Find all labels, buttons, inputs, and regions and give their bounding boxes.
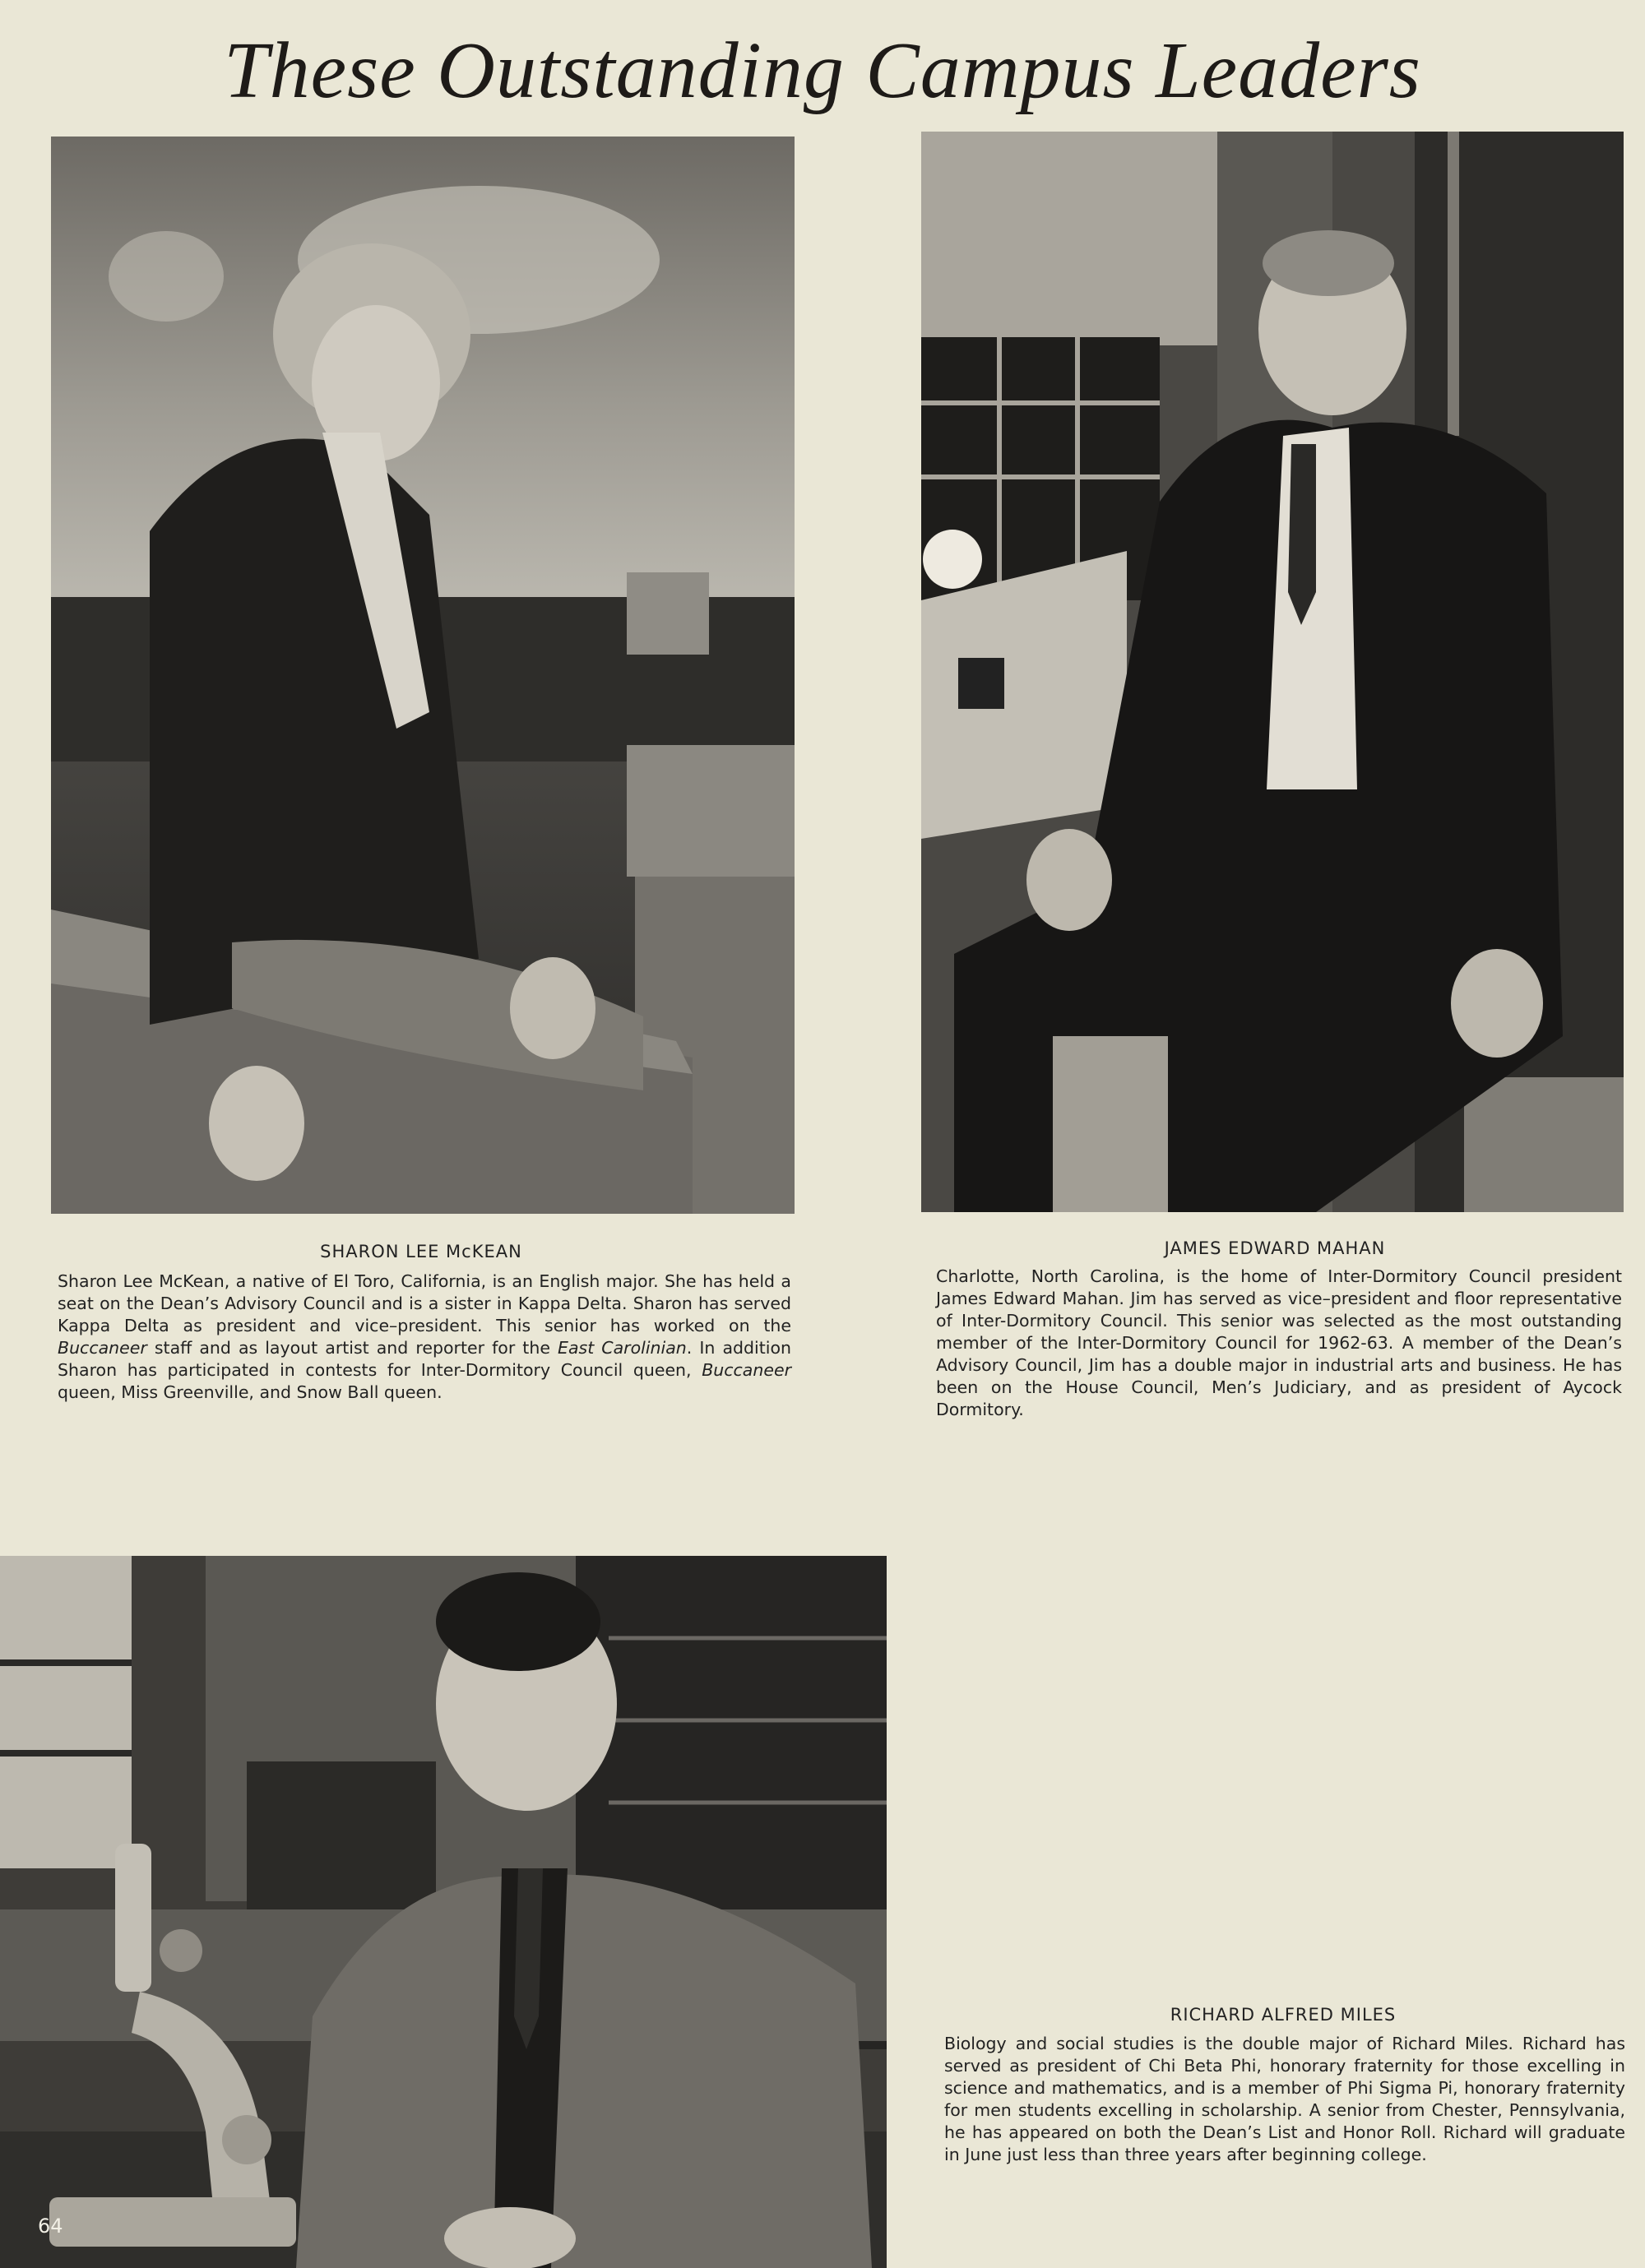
- portrait-photo-james-mahan: [921, 132, 1624, 1212]
- profile-name-richard: RICHARD ALFRED MILES: [1170, 2005, 1397, 2025]
- profile-bio-richard: Biology and social studies is the double major of Richard Miles. Richard has served as president of Chi Beta Phi, honorary fraternity for those excelling in science and mathematics, and is a member of Phi Sigma Pi, honorary fraternity for men students excelling in scholarship. A senior from Chester, Pennsylvania, he has appeared on both the Dean’s List and Honor Roll. Richard will graduate in June just less than three years after beginning college.: [944, 2034, 1625, 2164]
- profile-bio-sharon: [58, 1271, 791, 1404]
- portrait-photo-sharon-mckean: [51, 137, 795, 1214]
- page-title: These Outstanding Campus Leaders: [224, 26, 1421, 115]
- profile-bio-james: Charlotte, North Carolina, is the home of Inter-Dormitory Council president James Edward Mahan. Jim has served as vice–president and floor representative of Inter-Dormitory Council. This senior was selected as the most outstanding member of the Inter-Dormitory Council for 1962-63. A member of the Dean’s Advisory Council, Jim has a double major in industrial arts and business. He has been on the House Council, Men’s Judiciary, and as president of Aycock Dormitory.: [936, 1266, 1622, 1419]
- bio-text: Sharon Lee McKean, a native of El Toro, California, is an English major. She has held a seat on the Dean’s Advisory Council and is a sister in Kappa Delta. Sharon has served Kappa Delta as president and vice–president. This senior has worked on the: [58, 1271, 791, 1335]
- bio-text: queen, Miss Greenville, and Snow Ball queen.: [58, 1382, 443, 1402]
- publication-title: East Carolinian: [558, 1338, 687, 1358]
- publication-title: Buccaneer: [58, 1338, 147, 1358]
- bio-text: staff and as layout artist and reporter for the: [146, 1338, 558, 1358]
- page-number: 64: [38, 2215, 63, 2238]
- profile-name-james: JAMES EDWARD MAHAN: [1164, 1238, 1386, 1258]
- profile-name-sharon: SHARON LEE McKEAN: [320, 1242, 522, 1261]
- publication-title: Buccaneer: [702, 1360, 791, 1380]
- portrait-photo-richard-miles: [0, 1556, 887, 2268]
- bio-text: . In addition Sharon has participated in contests for Inter-Dormitory Council queen,: [58, 1338, 792, 1380]
